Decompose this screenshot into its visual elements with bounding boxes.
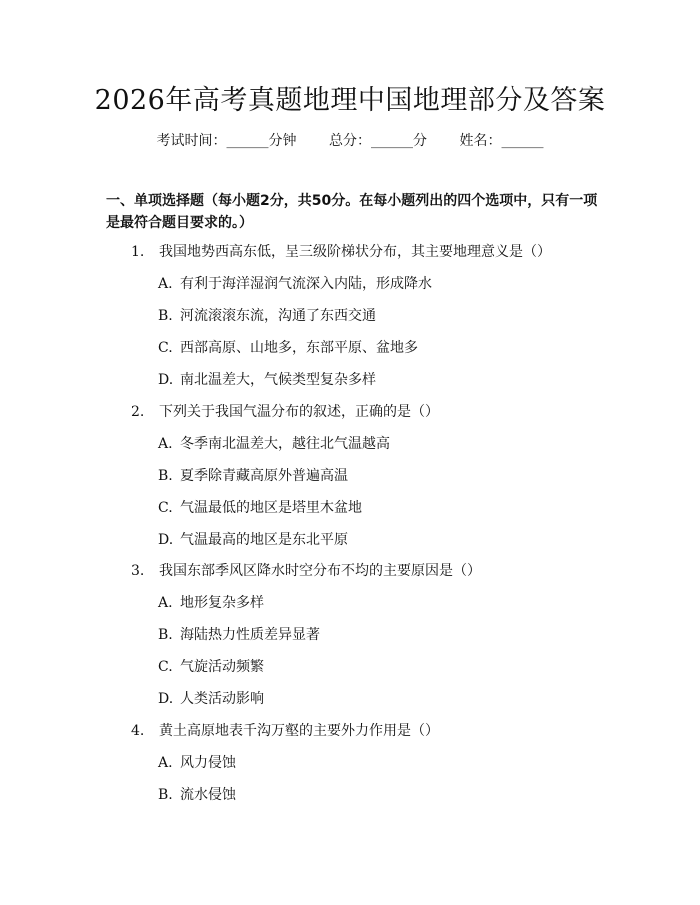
option-4b <box>158 785 236 805</box>
question-number: 3. <box>131 563 145 579</box>
question-stem: 黄土高原地表千沟万壑的主要外力作用是（） <box>159 723 439 739</box>
section-heading: 一、单项选择题（每小题2分，共50分。在每小题列出的四个选项中，只有一项是最符合题目要求的。） <box>106 193 598 231</box>
student-name-label: 姓名：______ <box>459 133 544 149</box>
exam-time-label: 考试时间：______分钟 <box>156 133 297 149</box>
option-text: 气旋活动频繁 <box>180 659 264 675</box>
option-letter: A. <box>158 276 173 292</box>
exam-meta-line <box>0 131 700 151</box>
option-text: 夏季除青藏高原外普遍高温 <box>180 468 348 484</box>
option-text: 地形复杂多样 <box>180 595 264 611</box>
question-1 <box>131 242 551 262</box>
option-text: 西部高原、山地多，东部平原、盆地多 <box>180 340 418 356</box>
question-number: 4. <box>131 723 145 739</box>
option-text: 气温最高的地区是东北平原 <box>180 532 348 548</box>
option-letter: B. <box>158 468 173 484</box>
option-letter: D. <box>158 691 174 707</box>
option-2c <box>158 498 362 518</box>
option-3c <box>158 657 264 677</box>
option-text: 流水侵蚀 <box>180 787 236 803</box>
option-1a <box>158 274 432 294</box>
option-3b <box>158 625 320 645</box>
option-text: 人类活动影响 <box>180 691 264 707</box>
total-score-label: 总分：______分 <box>329 133 427 149</box>
question-number: 1. <box>131 244 145 260</box>
option-text: 海陆热力性质差异显著 <box>180 627 320 643</box>
option-letter: C. <box>158 500 173 516</box>
option-letter: C. <box>158 659 173 675</box>
option-text: 有利于海洋湿润气流深入内陆，形成降水 <box>180 276 432 292</box>
question-stem: 我国东部季风区降水时空分布不均的主要原因是（） <box>159 563 481 579</box>
option-3d <box>158 689 264 709</box>
question-4 <box>131 721 439 741</box>
option-letter: A. <box>158 755 173 771</box>
option-letter: A. <box>158 436 173 452</box>
option-1b <box>158 306 376 326</box>
option-1c <box>158 338 418 358</box>
option-letter: C. <box>158 340 173 356</box>
question-stem: 下列关于我国气温分布的叙述，正确的是（） <box>159 404 439 420</box>
question-stem: 我国地势西高东低，呈三级阶梯状分布，其主要地理意义是（） <box>159 244 551 260</box>
option-letter: B. <box>158 308 173 324</box>
option-2b <box>158 466 348 486</box>
option-2d <box>158 530 348 550</box>
option-letter: B. <box>158 627 173 643</box>
option-text: 冬季南北温差大，越往北气温越高 <box>180 436 390 452</box>
question-3 <box>131 561 481 581</box>
option-letter: D. <box>158 372 174 388</box>
option-text: 气温最低的地区是塔里木盆地 <box>180 500 362 516</box>
option-text: 河流滚滚东流，沟通了东西交通 <box>180 308 376 324</box>
option-letter: D. <box>158 532 174 548</box>
question-number: 2. <box>131 404 145 420</box>
option-1d <box>158 370 376 390</box>
option-text: 风力侵蚀 <box>180 755 236 771</box>
question-2 <box>131 402 439 422</box>
option-letter: A. <box>158 595 173 611</box>
option-text: 南北温差大，气候类型复杂多样 <box>180 372 376 388</box>
option-3a <box>158 593 264 613</box>
document-title: 2026年高考真题地理中国地理部分及答案 <box>94 85 606 116</box>
option-letter: B. <box>158 787 173 803</box>
option-4a <box>158 753 236 773</box>
option-2a <box>158 434 390 454</box>
